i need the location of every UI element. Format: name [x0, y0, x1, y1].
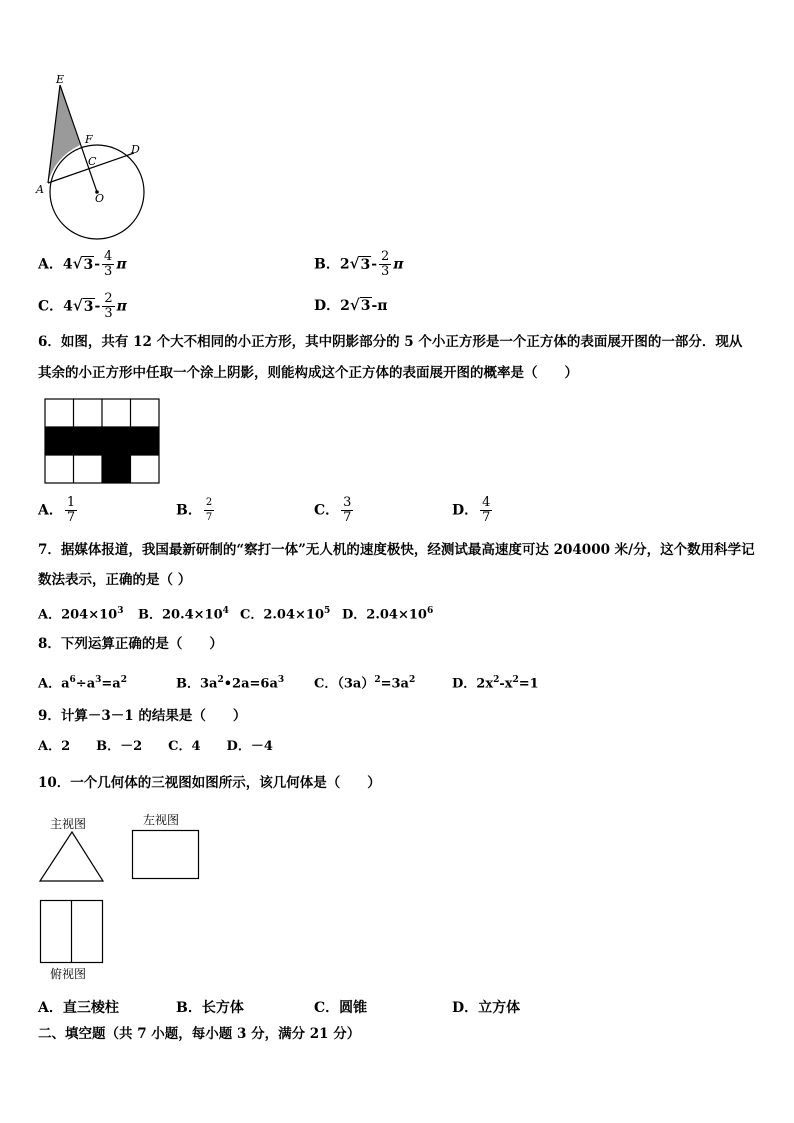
section-2-heading: 二、填空题（共 7 小题，每小题 3 分，满分 21 分）	[38, 1026, 361, 1042]
q7-stem-line2: 数法表示，正确的是（ ）	[38, 572, 192, 588]
shaded-region	[48, 85, 80, 183]
q5-option-c: C．4√3- $\frac{2}{3}$ π	[38, 291, 127, 321]
caption-top-view: 俯视图	[50, 967, 87, 981]
caption-left-view: 左视图	[143, 813, 180, 827]
q8-option-c: C．$(3a)^2=3a^2$	[314, 675, 416, 692]
q10-option-d: D．立方体	[452, 1000, 521, 1016]
top-view-rectangle	[39, 899, 105, 965]
q7-option-b: B．$20.4\times 10^4$	[138, 606, 229, 623]
label-a: A	[36, 183, 44, 196]
q6-option-d: D． $\frac{4}{7}$	[452, 495, 491, 525]
q5-option-a: A．4√3- $\frac{4}{3}$ π	[38, 249, 127, 279]
label-c: C	[88, 155, 97, 168]
q10-stem: 10．一个几何体的三视图如图所示，该几何体是（ ）	[38, 775, 381, 791]
q7-option-d: D．$2.04\times 10^6$	[342, 606, 434, 623]
q5-option-d: D．2√3-π	[314, 296, 388, 314]
q6-option-a: A． $\frac{1}{7}$	[38, 495, 76, 525]
q6-stem-line2: 其余的小正方形中任取一个涂上阴影，则能构成这个正方体的表面展开图的概率是（ ）	[38, 365, 578, 381]
q9-stem: 9．计算－3－1 的结果是（ ）	[38, 708, 247, 724]
q5-geometry-figure	[30, 70, 160, 245]
q8-option-a: A．$a^6\div a^3=a^2$	[38, 675, 127, 692]
q8-stem: 8．下列运算正确的是（ ）	[38, 636, 223, 652]
q8-option-b: B．$3a^2•2a=6a^3$	[176, 675, 285, 692]
q9-options: A．2 B．－2 C．4 D．－4	[38, 739, 273, 754]
front-view-triangle	[38, 830, 106, 884]
label-f: F	[85, 133, 93, 146]
label-e: E	[56, 73, 65, 86]
label-d: D	[131, 143, 140, 156]
q5-option-b: B．2√3- $\frac{2}{3}$ π	[314, 249, 404, 279]
q10-option-a: A．直三棱柱	[38, 1000, 119, 1016]
q6-stem-line1: 6．如图，共有 12 个大不相同的小正方形，其中阴影部分的 5 个小正方形是一个正方体的表面展开图的一部分．现从	[38, 334, 743, 350]
label-o: O	[95, 192, 105, 205]
q7-option-a: A．$204\times 10^3$	[38, 606, 124, 623]
left-view-rectangle	[131, 829, 201, 881]
q6-square-grid	[44, 398, 162, 486]
q7-option-c: C．$2.04\times 10^5$	[240, 606, 331, 623]
q8-option-d: D．$2x^2-x^2=1$	[452, 675, 539, 692]
q7-stem-line1: 7．据媒体报道，我国最新研制的“察打一体”无人机的速度极快，经测试最高速度可达 204000 米/分，这个数用科学记	[38, 542, 755, 558]
q6-option-c: C． $\frac{3}{7}$	[314, 495, 352, 525]
q6-option-b: B． $\frac{2}{7}$	[176, 497, 213, 523]
q10-option-b: B．长方体	[176, 1000, 244, 1016]
q10-option-c: C．圆锥	[314, 1000, 368, 1016]
caption-front-view: 主视图	[50, 817, 87, 831]
